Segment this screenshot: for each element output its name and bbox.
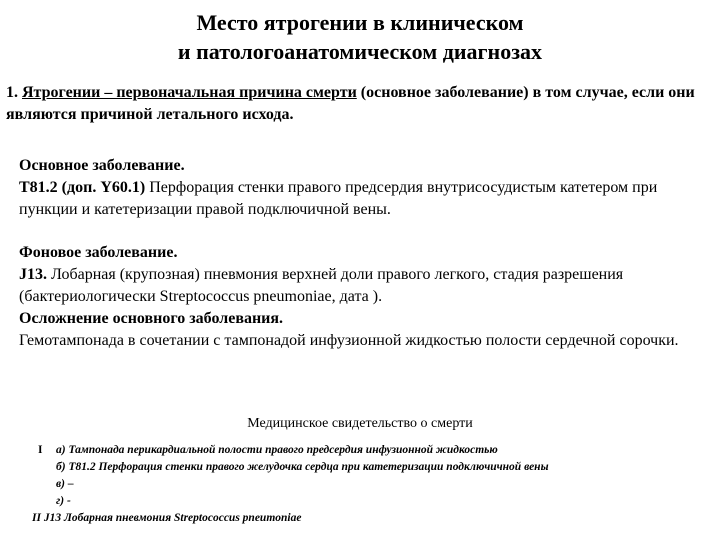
slide-title (0, 8, 720, 66)
intro-rest: (основное заболевание) в том случае, если они являются причиной летального исхода. (6, 84, 695, 123)
certificate-line-a-text: а) Тампонада перикардиальной полости правого предсердия инфузионной жидкостью (56, 444, 498, 456)
main-disease-heading: Основное заболевание. (19, 157, 185, 174)
intro-number: 1. (6, 84, 18, 101)
main-disease-text: Перфорация стенки правого предсердия внутрисосудистым катетером при пункции и катетеризации правой подключичной вены. (19, 179, 658, 218)
title-line-2: и патологоанатомическом диагнозах (177, 39, 543, 64)
title-line-1: Место ятрогении в клиническом (196, 10, 524, 35)
complication-text: Гемотампонада в сочетании с тампонадой инфузионной жидкостью полости сердечной сорочки. (19, 332, 679, 349)
intro-paragraph (6, 82, 716, 126)
background-disease-body (19, 264, 709, 308)
certificate-line-v: в) – (56, 478, 74, 490)
background-disease-heading: Фоновое заболевание. (19, 244, 178, 261)
main-disease-body (19, 177, 709, 221)
certificate-line-a (38, 442, 708, 459)
certificate-part2: II J13 Лобарная пневмония Streptococcus pneumoniae (32, 512, 302, 524)
background-disease-code: J13. (19, 266, 47, 283)
certificate-line-b: б) T81.2 Перфорация стенки правого желудочка сердца при катетеризации подключичной вены (56, 461, 549, 473)
complication-heading: Осложнение основного заболевания. (19, 310, 284, 327)
background-disease-text: Лобарная (крупозная) пневмония верхней доли правого легкого, стадия разрешения (бактериологически Streptococcus pneumoniae, дата ). (19, 266, 624, 305)
background-disease-section (19, 242, 709, 352)
main-disease-code: T81.2 (доп. Y60.1) (19, 179, 146, 196)
certificate-title: Медицинское свидетельство о смерти (247, 416, 473, 431)
certificate-part1-label: I (38, 444, 43, 456)
intro-underlined: Ятрогении – первоначальная причина смерти (22, 84, 357, 101)
death-certificate (32, 442, 708, 527)
main-disease-section (19, 155, 709, 221)
certificate-line-g: г) - (56, 495, 71, 507)
